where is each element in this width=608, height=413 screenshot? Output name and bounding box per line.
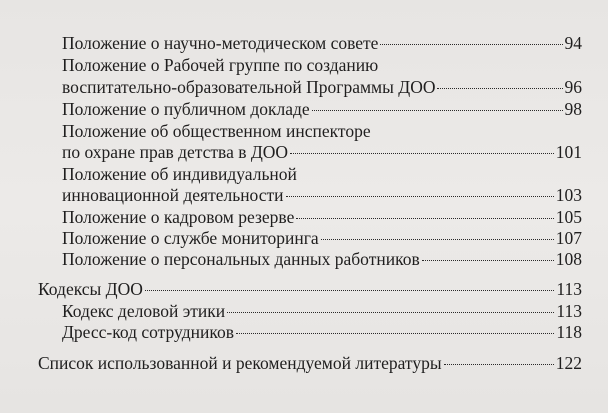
toc-entry — [62, 99, 582, 119]
toc-entry-page: 113 — [556, 279, 582, 299]
toc-entry-title: Кодексы ДОО — [38, 279, 143, 299]
toc-entry — [62, 322, 582, 342]
toc-section-entry — [38, 353, 582, 373]
toc-leader-dots — [145, 289, 554, 291]
toc-entry-line1 — [62, 55, 582, 75]
toc-leader-dots — [227, 311, 554, 313]
toc-entry — [62, 185, 582, 205]
toc-entry-title: по охране прав детства в ДОО — [62, 142, 289, 162]
toc-entry-line1 — [62, 164, 582, 184]
toc-entry — [62, 228, 582, 248]
toc-entry-page: 122 — [555, 353, 582, 373]
toc-leader-dots — [380, 43, 562, 45]
toc-leader-dots — [437, 87, 562, 89]
toc-entry-title-line1: Положение об индивидуальной — [62, 164, 297, 184]
toc-entry-page: 96 — [564, 77, 582, 97]
toc-entry-title: Положение о персональных данных работников — [62, 249, 420, 269]
toc-entry-page: 103 — [555, 185, 582, 205]
toc-entry-title: инновационной деятельности — [62, 185, 284, 205]
toc-leader-dots — [296, 217, 553, 219]
toc-entry-title: Положение о кадровом резерве — [62, 207, 295, 227]
toc-entry-page: 98 — [564, 99, 582, 119]
toc-entry-title: Положение о публичном докладе — [62, 99, 310, 119]
toc-entry-page: 108 — [555, 249, 582, 269]
toc-entry-page: 105 — [555, 207, 582, 227]
toc-leader-dots — [321, 238, 554, 240]
toc-entry-title: Список использованной и рекомендуемой литературы — [38, 353, 442, 373]
toc-entry-title: Положение о научно-методическом совете — [62, 33, 379, 53]
toc-entry — [62, 77, 582, 97]
toc-entry-title: воспитательно-образовательной Программы ДОО — [62, 77, 436, 97]
toc-entry-title-line1: Положение о Рабочей группе по созданию — [62, 55, 379, 75]
toc-entry-title: Кодекс деловой этики — [62, 301, 226, 321]
toc-entry — [62, 207, 582, 227]
toc-entry-page: 107 — [555, 228, 582, 248]
toc-section-entry — [38, 279, 582, 299]
toc-entry-page: 94 — [564, 33, 582, 53]
toc-entry — [62, 301, 582, 321]
toc-leader-dots — [286, 195, 554, 197]
toc-entry — [62, 249, 582, 269]
toc-entry-title: Дресс-код сотрудников — [62, 322, 234, 342]
toc-leader-dots — [444, 363, 554, 365]
toc-entry-line1 — [62, 121, 582, 141]
toc-leader-dots — [236, 332, 554, 334]
toc-entry-page: 113 — [556, 301, 582, 321]
toc-leader-dots — [312, 109, 563, 111]
toc-entry-title-line1: Положение об общественном инспекторе — [62, 121, 371, 141]
toc-leader-dots — [422, 259, 554, 261]
toc-entry — [62, 142, 582, 162]
toc-entry-page: 101 — [555, 142, 582, 162]
toc-leader-dots — [290, 152, 554, 154]
toc-entry-page: 118 — [556, 322, 582, 342]
toc-entry-title: Положение о службе мониторинга — [62, 228, 319, 248]
toc-entry — [62, 33, 582, 53]
